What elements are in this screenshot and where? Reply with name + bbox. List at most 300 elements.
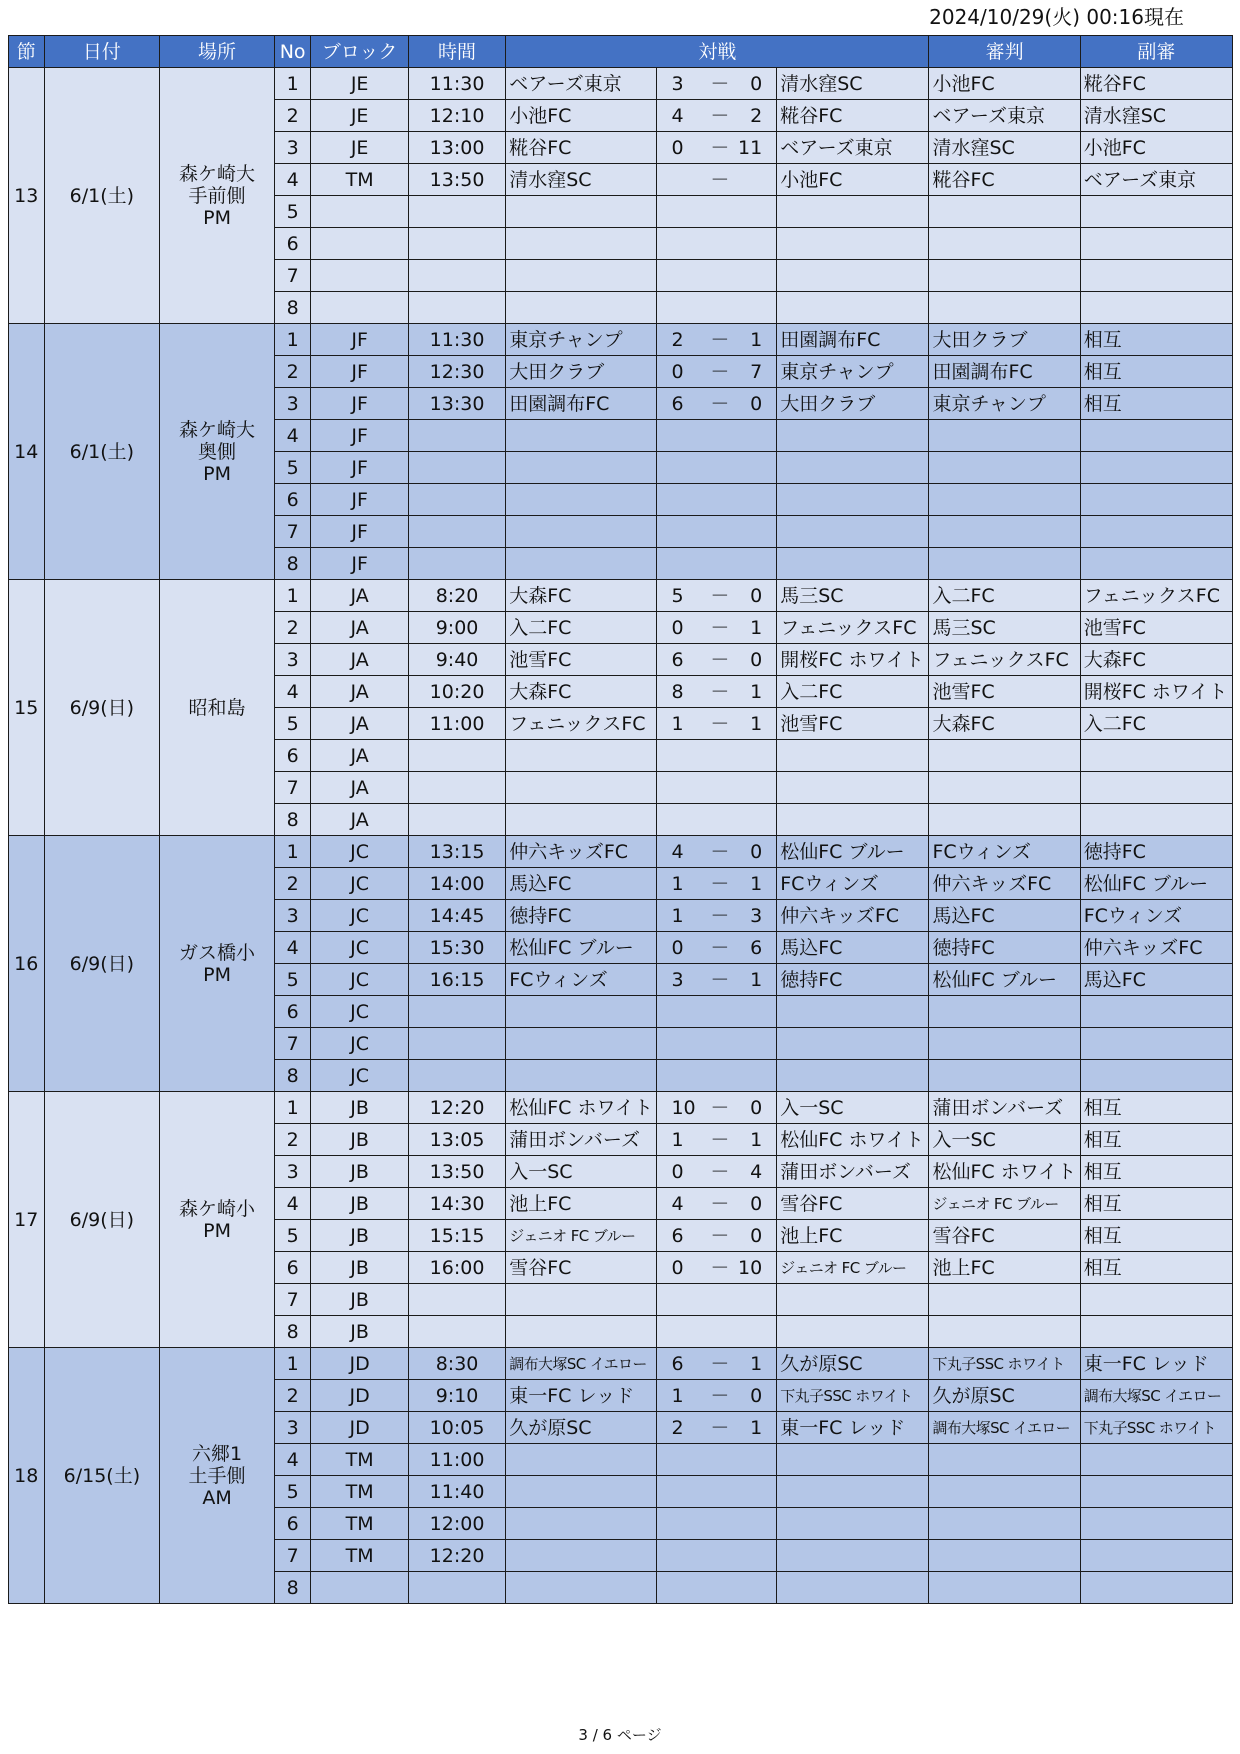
away-score-cell: 6 [734, 932, 777, 964]
home-team-cell: 大田クラブ [506, 356, 657, 388]
score-dash [706, 1060, 734, 1092]
no-cell: 2 [274, 100, 311, 132]
home-score-cell: 3 [657, 68, 706, 100]
home-team-cell: 入一SC [506, 1156, 657, 1188]
home-team-cell: ベアーズ東京 [506, 68, 657, 100]
home-score-cell [657, 292, 706, 324]
score-dash: － [706, 1380, 734, 1412]
home-team-cell [506, 804, 657, 836]
setsu-cell: 14 [9, 324, 45, 580]
assistant-cell: ベアーズ東京 [1080, 164, 1232, 196]
no-cell: 3 [274, 388, 311, 420]
place-line: PM [203, 462, 231, 485]
assistant-cell [1080, 1508, 1232, 1540]
timestamp: 2024/10/29(火) 00:16現在 [929, 5, 1184, 29]
home-score-cell: 0 [657, 132, 706, 164]
header-setsu: 節 [9, 36, 45, 68]
home-score-cell: 4 [657, 100, 706, 132]
away-score-cell: 0 [734, 644, 777, 676]
score-dash: － [706, 708, 734, 740]
no-cell: 8 [274, 1316, 311, 1348]
home-team-cell [506, 740, 657, 772]
home-score-cell [657, 164, 706, 196]
score-dash: － [706, 836, 734, 868]
no-cell: 1 [274, 1092, 311, 1124]
referee-cell: 蒲田ボンバーズ [929, 1092, 1080, 1124]
no-cell: 8 [274, 292, 311, 324]
table-row [9, 580, 1233, 612]
home-team-cell: 松仙FC ブルー [506, 932, 657, 964]
away-team-cell [777, 804, 929, 836]
assistant-cell: FCウィンズ [1080, 900, 1232, 932]
place-line: AM [202, 1486, 232, 1509]
referee-cell [929, 196, 1080, 228]
time-cell: 11:30 [408, 68, 505, 100]
referee-cell [929, 292, 1080, 324]
time-cell: 14:45 [408, 900, 505, 932]
away-score-cell [734, 196, 777, 228]
no-cell: 7 [274, 1284, 311, 1316]
home-team-cell: 東一FC レッド [506, 1380, 657, 1412]
score-dash: － [706, 68, 734, 100]
place-line: PM [203, 963, 231, 986]
away-score-cell [734, 772, 777, 804]
home-team-cell: 松仙FC ホワイト [506, 1092, 657, 1124]
referee-cell [929, 1284, 1080, 1316]
header-assistant: 副審 [1080, 36, 1232, 68]
assistant-cell: 池雪FC [1080, 612, 1232, 644]
home-score-cell: 6 [657, 1220, 706, 1252]
place-line: 森ケ崎小 [179, 1197, 256, 1220]
place-cell [160, 1092, 275, 1348]
home-team-cell [506, 1316, 657, 1348]
block-cell [311, 228, 408, 260]
referee-cell [929, 1444, 1080, 1476]
home-score-cell: 3 [657, 964, 706, 996]
block-cell: JF [311, 484, 408, 516]
time-cell: 12:10 [408, 100, 505, 132]
home-score-cell [657, 1284, 706, 1316]
away-score-cell: 2 [734, 100, 777, 132]
home-team-cell [506, 1476, 657, 1508]
no-cell: 8 [274, 1060, 311, 1092]
no-cell: 7 [274, 772, 311, 804]
referee-cell [929, 804, 1080, 836]
home-team-cell: FCウィンズ [506, 964, 657, 996]
home-team-cell [506, 1444, 657, 1476]
assistant-cell [1080, 292, 1232, 324]
score-dash: － [706, 324, 734, 356]
score-dash [706, 1316, 734, 1348]
referee-cell: 馬込FC [929, 900, 1080, 932]
schedule-body [9, 68, 1233, 1604]
referee-cell: 松仙FC ホワイト [929, 1156, 1080, 1188]
away-team-cell: 開桜FC ホワイト [777, 644, 929, 676]
assistant-cell: 調布大塚SC イエロー [1080, 1380, 1232, 1412]
home-score-cell [657, 196, 706, 228]
away-score-cell: 1 [734, 1124, 777, 1156]
score-dash [706, 292, 734, 324]
setsu-cell: 15 [9, 580, 45, 836]
block-cell: JF [311, 388, 408, 420]
time-cell: 10:05 [408, 1412, 505, 1444]
block-cell: JC [311, 868, 408, 900]
home-team-cell [506, 996, 657, 1028]
no-cell: 5 [274, 452, 311, 484]
home-score-cell: 4 [657, 1188, 706, 1220]
home-score-cell [657, 772, 706, 804]
home-team-cell [506, 1572, 657, 1604]
away-team-cell [777, 740, 929, 772]
referee-cell: ジェニオ FC ブルー [929, 1188, 1080, 1220]
score-dash [706, 420, 734, 452]
no-cell: 7 [274, 260, 311, 292]
block-cell: JD [311, 1412, 408, 1444]
time-cell [408, 1316, 505, 1348]
block-cell: JF [311, 356, 408, 388]
referee-cell [929, 1060, 1080, 1092]
referee-cell [929, 1540, 1080, 1572]
score-dash: － [706, 1220, 734, 1252]
referee-cell: 入一SC [929, 1124, 1080, 1156]
away-team-cell [777, 452, 929, 484]
block-cell: JF [311, 516, 408, 548]
home-score-cell: 1 [657, 708, 706, 740]
header-place: 場所 [160, 36, 275, 68]
no-cell: 3 [274, 132, 311, 164]
no-cell: 6 [274, 484, 311, 516]
score-dash: － [706, 676, 734, 708]
assistant-cell [1080, 196, 1232, 228]
home-team-cell: 糀谷FC [506, 132, 657, 164]
date-cell: 6/9(日) [44, 1092, 160, 1348]
away-team-cell: 東一FC レッド [777, 1412, 929, 1444]
assistant-cell [1080, 1060, 1232, 1092]
no-cell: 3 [274, 1156, 311, 1188]
block-cell: JC [311, 836, 408, 868]
home-score-cell: 0 [657, 1252, 706, 1284]
away-team-cell: 馬三SC [777, 580, 929, 612]
referee-cell [929, 1316, 1080, 1348]
table-row [9, 1092, 1233, 1124]
score-dash: － [706, 388, 734, 420]
referee-cell: 田園調布FC [929, 356, 1080, 388]
assistant-cell: 大森FC [1080, 644, 1232, 676]
score-dash [706, 1444, 734, 1476]
header-referee: 審判 [929, 36, 1080, 68]
block-cell: JB [311, 1284, 408, 1316]
referee-cell [929, 996, 1080, 1028]
home-score-cell: 0 [657, 356, 706, 388]
score-dash: － [706, 932, 734, 964]
time-cell [408, 484, 505, 516]
away-team-cell [777, 260, 929, 292]
home-team-cell [506, 260, 657, 292]
home-score-cell [657, 420, 706, 452]
home-team-cell [506, 452, 657, 484]
time-cell [408, 260, 505, 292]
home-team-cell [506, 292, 657, 324]
home-team-cell [506, 516, 657, 548]
assistant-cell: 相互 [1080, 1156, 1232, 1188]
home-score-cell: 8 [657, 676, 706, 708]
time-cell [408, 1284, 505, 1316]
date-cell: 6/15(土) [44, 1348, 160, 1604]
home-team-cell: 清水窪SC [506, 164, 657, 196]
away-team-cell [777, 772, 929, 804]
block-cell: TM [311, 1476, 408, 1508]
time-cell: 9:40 [408, 644, 505, 676]
block-cell: JA [311, 708, 408, 740]
away-team-cell: FCウィンズ [777, 868, 929, 900]
place-line: 土手側 [188, 1464, 246, 1487]
referee-cell [929, 516, 1080, 548]
home-score-cell: 1 [657, 868, 706, 900]
no-cell: 2 [274, 1380, 311, 1412]
block-cell: JE [311, 100, 408, 132]
home-score-cell [657, 452, 706, 484]
away-team-cell: 下丸子SSC ホワイト [777, 1380, 929, 1412]
time-cell [408, 452, 505, 484]
away-team-cell: 入一SC [777, 1092, 929, 1124]
score-dash: － [706, 964, 734, 996]
no-cell: 5 [274, 196, 311, 228]
away-score-cell [734, 1028, 777, 1060]
home-team-cell: 馬込FC [506, 868, 657, 900]
block-cell: TM [311, 1444, 408, 1476]
score-dash [706, 1028, 734, 1060]
away-score-cell [734, 1572, 777, 1604]
no-cell: 6 [274, 1508, 311, 1540]
home-team-cell: 池雪FC [506, 644, 657, 676]
away-score-cell: 1 [734, 1348, 777, 1380]
no-cell: 5 [274, 1220, 311, 1252]
home-score-cell: 6 [657, 388, 706, 420]
away-team-cell: 東京チャンプ [777, 356, 929, 388]
referee-cell: 清水窪SC [929, 132, 1080, 164]
home-team-cell [506, 548, 657, 580]
block-cell: JF [311, 420, 408, 452]
home-team-cell [506, 1284, 657, 1316]
block-cell [311, 292, 408, 324]
assistant-cell [1080, 740, 1232, 772]
block-cell: JF [311, 452, 408, 484]
referee-cell: 池雪FC [929, 676, 1080, 708]
time-cell [408, 516, 505, 548]
time-cell: 11:40 [408, 1476, 505, 1508]
away-score-cell [734, 516, 777, 548]
assistant-cell: 入二FC [1080, 708, 1232, 740]
referee-cell [929, 1028, 1080, 1060]
block-cell: JB [311, 1252, 408, 1284]
assistant-cell [1080, 1572, 1232, 1604]
away-score-cell: 0 [734, 1220, 777, 1252]
place-cell [160, 68, 275, 324]
home-score-cell [657, 1028, 706, 1060]
away-score-cell: 11 [734, 132, 777, 164]
time-cell: 16:00 [408, 1252, 505, 1284]
away-team-cell [777, 1028, 929, 1060]
away-score-cell [734, 1508, 777, 1540]
home-score-cell: 4 [657, 836, 706, 868]
time-cell [408, 196, 505, 228]
assistant-cell: 下丸子SSC ホワイト [1080, 1412, 1232, 1444]
referee-cell [929, 740, 1080, 772]
home-team-cell: 徳持FC [506, 900, 657, 932]
home-score-cell [657, 260, 706, 292]
home-score-cell [657, 1060, 706, 1092]
referee-cell: 下丸子SSC ホワイト [929, 1348, 1080, 1380]
score-dash: － [706, 644, 734, 676]
date-cell: 6/9(日) [44, 580, 160, 836]
time-cell: 14:30 [408, 1188, 505, 1220]
score-dash [706, 196, 734, 228]
no-cell: 6 [274, 996, 311, 1028]
setsu-cell: 17 [9, 1092, 45, 1348]
home-score-cell [657, 1572, 706, 1604]
away-score-cell: 7 [734, 356, 777, 388]
place-line: 六郷1 [191, 1442, 243, 1465]
header-block: ブロック [311, 36, 408, 68]
time-cell [408, 1572, 505, 1604]
block-cell: JA [311, 740, 408, 772]
home-score-cell: 1 [657, 1124, 706, 1156]
header-row [9, 36, 1233, 68]
away-score-cell [734, 1060, 777, 1092]
time-cell: 13:05 [408, 1124, 505, 1156]
away-team-cell: 久が原SC [777, 1348, 929, 1380]
assistant-cell: 相互 [1080, 1124, 1232, 1156]
away-team-cell [777, 1476, 929, 1508]
away-score-cell: 1 [734, 964, 777, 996]
block-cell: JA [311, 644, 408, 676]
time-cell [408, 996, 505, 1028]
home-score-cell [657, 1476, 706, 1508]
header-time: 時間 [408, 36, 505, 68]
score-dash: － [706, 356, 734, 388]
home-score-cell [657, 1540, 706, 1572]
no-cell: 2 [274, 356, 311, 388]
home-score-cell: 10 [657, 1092, 706, 1124]
block-cell: JA [311, 612, 408, 644]
assistant-cell: 開桜FC ホワイト [1080, 676, 1232, 708]
assistant-cell: 相互 [1080, 1252, 1232, 1284]
referee-cell: 久が原SC [929, 1380, 1080, 1412]
assistant-cell [1080, 1284, 1232, 1316]
home-score-cell: 1 [657, 1380, 706, 1412]
no-cell: 2 [274, 868, 311, 900]
referee-cell [929, 1572, 1080, 1604]
block-cell: JC [311, 1028, 408, 1060]
referee-cell: 調布大塚SC イエロー [929, 1412, 1080, 1444]
away-team-cell [777, 1572, 929, 1604]
home-score-cell [657, 1444, 706, 1476]
assistant-cell: 徳持FC [1080, 836, 1232, 868]
away-team-cell [777, 1508, 929, 1540]
no-cell: 6 [274, 1252, 311, 1284]
home-score-cell: 1 [657, 900, 706, 932]
referee-cell [929, 420, 1080, 452]
away-team-cell: 馬込FC [777, 932, 929, 964]
home-team-cell: 田園調布FC [506, 388, 657, 420]
referee-cell: 糀谷FC [929, 164, 1080, 196]
referee-cell: 入二FC [929, 580, 1080, 612]
header-date: 日付 [44, 36, 160, 68]
time-cell [408, 548, 505, 580]
away-score-cell: 0 [734, 836, 777, 868]
block-cell: JB [311, 1156, 408, 1188]
block-cell [311, 260, 408, 292]
away-score-cell [734, 1284, 777, 1316]
away-team-cell [777, 996, 929, 1028]
score-dash: － [706, 868, 734, 900]
block-cell: JA [311, 676, 408, 708]
referee-cell: 松仙FC ブルー [929, 964, 1080, 996]
away-team-cell [777, 516, 929, 548]
away-score-cell [734, 1540, 777, 1572]
block-cell: JC [311, 1060, 408, 1092]
score-dash [706, 1572, 734, 1604]
away-score-cell: 1 [734, 708, 777, 740]
time-cell: 8:20 [408, 580, 505, 612]
home-score-cell: 5 [657, 580, 706, 612]
away-team-cell [777, 548, 929, 580]
block-cell: JF [311, 548, 408, 580]
block-cell: JE [311, 132, 408, 164]
place-line: PM [203, 206, 231, 229]
time-cell: 16:15 [408, 964, 505, 996]
assistant-cell [1080, 772, 1232, 804]
no-cell: 3 [274, 1412, 311, 1444]
no-cell: 8 [274, 548, 311, 580]
home-score-cell: 2 [657, 1412, 706, 1444]
away-team-cell: 松仙FC ホワイト [777, 1124, 929, 1156]
home-team-cell [506, 228, 657, 260]
time-cell: 12:20 [408, 1092, 505, 1124]
score-dash: － [706, 900, 734, 932]
no-cell: 3 [274, 644, 311, 676]
block-cell: JC [311, 964, 408, 996]
time-cell: 11:00 [408, 1444, 505, 1476]
home-team-cell: 久が原SC [506, 1412, 657, 1444]
place-cell [160, 836, 275, 1092]
score-dash [706, 772, 734, 804]
block-cell: JA [311, 580, 408, 612]
home-team-cell: フェニックスFC [506, 708, 657, 740]
block-cell: TM [311, 1540, 408, 1572]
away-team-cell: ベアーズ東京 [777, 132, 929, 164]
place-line: 森ケ崎大 [179, 418, 256, 441]
home-team-cell: ジェニオ FC ブルー [506, 1220, 657, 1252]
no-cell: 7 [274, 516, 311, 548]
block-cell: TM [311, 164, 408, 196]
place-cell [160, 580, 275, 836]
place-line: ガス橋小 [179, 941, 256, 964]
assistant-cell [1080, 1540, 1232, 1572]
time-cell: 11:30 [408, 324, 505, 356]
away-score-cell [734, 1444, 777, 1476]
score-dash: － [706, 1156, 734, 1188]
away-team-cell [777, 1316, 929, 1348]
assistant-cell [1080, 1316, 1232, 1348]
no-cell: 8 [274, 804, 311, 836]
table-row [9, 1348, 1233, 1380]
assistant-cell: 糀谷FC [1080, 68, 1232, 100]
away-score-cell [734, 260, 777, 292]
score-dash: － [706, 1412, 734, 1444]
home-team-cell: 雪谷FC [506, 1252, 657, 1284]
home-team-cell: 入二FC [506, 612, 657, 644]
